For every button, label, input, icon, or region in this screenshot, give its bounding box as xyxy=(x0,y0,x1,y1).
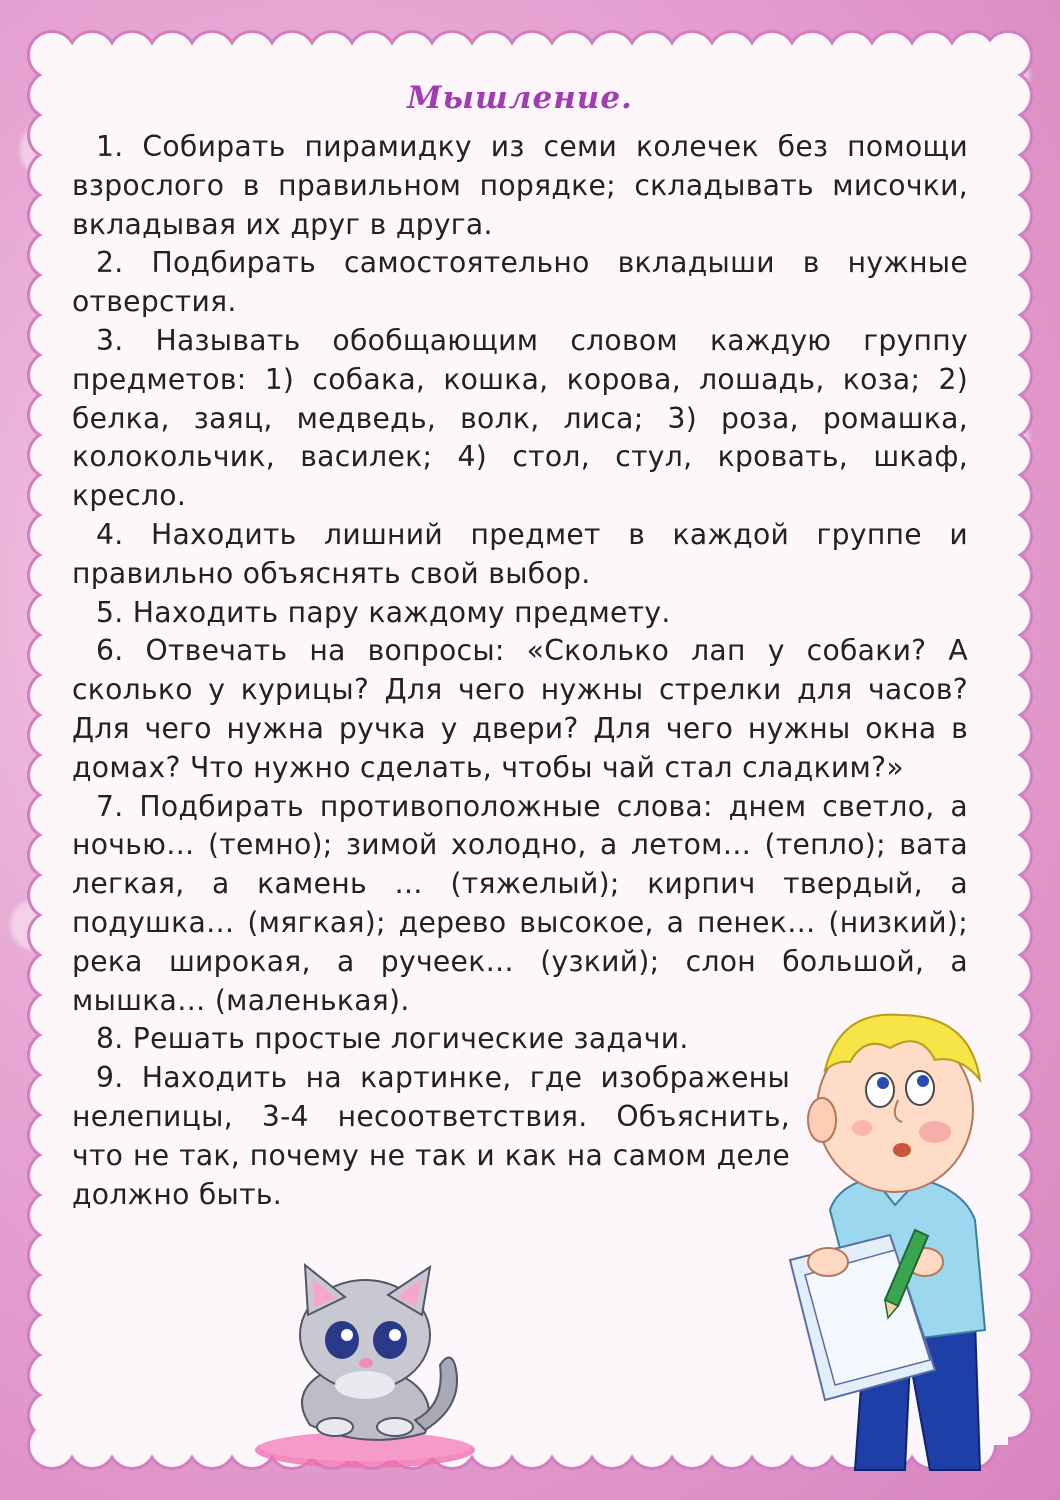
item-number: 6. xyxy=(96,634,124,668)
list-item xyxy=(72,632,968,787)
item-number: 9. xyxy=(96,1061,124,1095)
item-number: 4. xyxy=(96,517,124,551)
cat-illustration xyxy=(250,1255,480,1470)
list-item xyxy=(72,128,968,244)
page-title: Мышление. xyxy=(407,80,633,116)
boy-with-paper-illustration xyxy=(770,1000,1020,1480)
item-text: Решать простые логические задачи. xyxy=(132,1022,689,1056)
item-number: 1. xyxy=(96,130,124,163)
item-text: Находить на картинке, где изображены нелепицы, 3-4 несоответствия. Объяснить, что не так, почему не так и как на самом деле должно быть. xyxy=(72,1061,790,1211)
list-item xyxy=(72,1020,790,1059)
list-item xyxy=(72,594,968,633)
item-text: Подбирать самостоятельно вкладыши в нужные отверстия. xyxy=(72,246,968,319)
item-text: Находить пару каждому предмету. xyxy=(132,595,671,629)
item-number: 3. xyxy=(96,323,124,357)
item-number: 7. xyxy=(96,789,124,823)
list-item xyxy=(72,1059,790,1214)
list-item xyxy=(72,244,968,322)
list-item xyxy=(72,322,968,516)
item-text: Называть обобщающим словом каждую группу предметов: 1) собака, кошка, корова, лошадь, коза; 2) белка, заяц, медведь, волк, лиса; 3) роза, ромашка, колокольчик, василек; 4) стол, стул, кровать, шкаф, кресло. xyxy=(72,323,968,513)
item-text: Отвечать на вопросы: «Сколько лап у собаки? А сколько у курицы? Для чего нужны стрелки для часов? Для чего нужна ручка у двери? Для чего нужны окна в домах? Что нужно сделать, чтобы чай стал сладким?» xyxy=(72,634,968,784)
item-number: 8. xyxy=(96,1022,124,1056)
list-item xyxy=(72,516,968,594)
item-text: Собирать пирамидку из семи колечек без помощи взрослого в правильном порядке; складывать мисочки, вкладывая их друг в друга. xyxy=(72,130,968,241)
list-item xyxy=(72,788,968,1021)
item-number: 5. xyxy=(96,595,124,629)
item-text: Подбирать противоположные слова: днем светло, а ночью… (темно); зимой холодно, а летом… (тепло); вата легкая, а камень … (тяжелый); кирпич твердый, а подушка… (мягкая); дерево высокое, а пенек… (низкий); река широкая, а ручеек… (узкий); слон большой, а мышка… (маленькая). xyxy=(72,789,968,1017)
item-text: Находить лишний предмет в каждой группе и правильно объяснять свой выбор. xyxy=(72,517,968,590)
item-number: 2. xyxy=(96,246,124,280)
